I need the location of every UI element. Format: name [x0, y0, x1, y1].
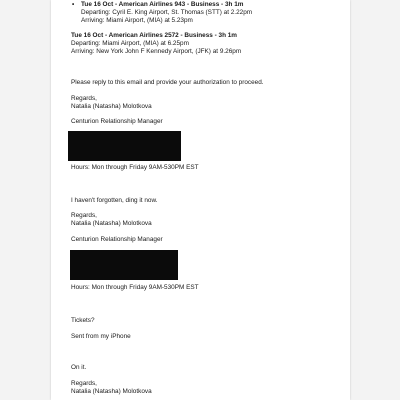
on-it-message: On it. [71, 364, 87, 371]
reply-message: I haven't forgotten, ding it now. [71, 197, 158, 204]
tickets-message: Tickets? [71, 317, 95, 324]
signature-1-title: Centurion Relationship Manager [71, 118, 163, 125]
signature-3-name: Natalia (Natasha) Molotkova [71, 388, 152, 395]
signature-3-regards: Regards, [71, 380, 97, 387]
flight-1-departing: Departing: Cyril E. King Airport, St. Thomas (STT) at 2.22pm [81, 9, 253, 16]
signature-2-hours: Hours: Mon through Friday 9AM-530PM EST [71, 284, 199, 291]
sent-from-line: Sent from my iPhone [71, 333, 131, 340]
signature-2-name: Natalia (Natasha) Molotkova [71, 220, 152, 227]
flight-1-header: Tue 16 Oct - American Airlines 943 - Business - 3h 1m [81, 1, 244, 8]
redaction-block [70, 250, 178, 280]
signature-2-regards: Regards, [71, 212, 97, 219]
authorization-request: Please reply to this email and provide your authorization to proceed. [71, 79, 264, 86]
flight-1-arriving: Arriving: Miami Airport, (MIA) at 5.23pm [81, 17, 193, 24]
flight-2-departing: Departing: Miami Airport, (MIA) at 6.25pm [71, 40, 189, 47]
signature-1-name: Natalia (Natasha) Molotkova [71, 103, 152, 110]
flight-2-header: Tue 16 Oct - American Airlines 2572 - Business - 3h 1m [71, 32, 237, 39]
list-bullet: • [72, 1, 75, 8]
redaction-block [68, 131, 181, 161]
signature-1-regards: Regards, [71, 95, 97, 102]
flight-2-arriving: Arriving: New York John F Kennedy Airport, (JFK) at 9.26pm [71, 48, 242, 55]
signature-2-title: Centurion Relationship Manager [71, 236, 163, 243]
signature-1-hours: Hours: Mon through Friday 9AM-530PM EST [71, 164, 199, 171]
document-page [51, 0, 350, 400]
